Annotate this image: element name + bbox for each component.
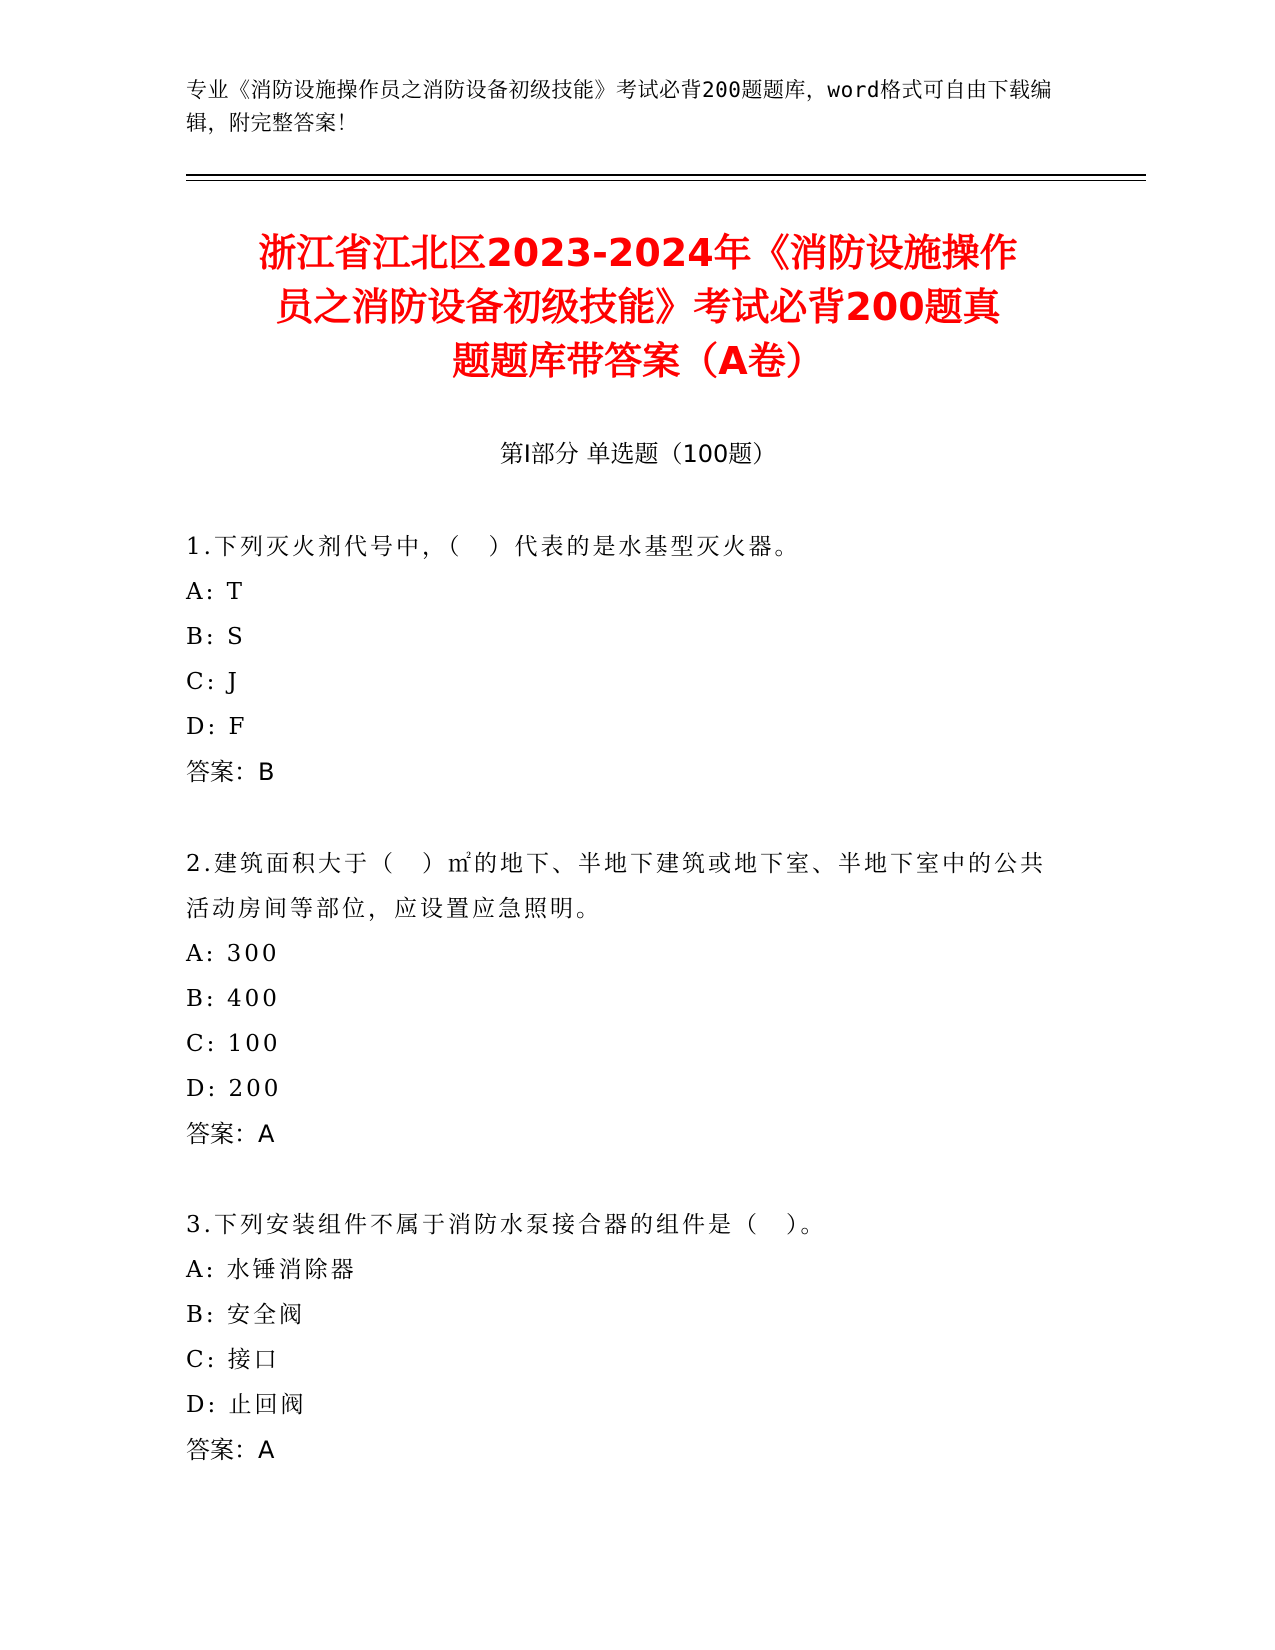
section-heading: 第I部分 单选题（100题） <box>499 440 777 468</box>
answer-label: 答案：B <box>186 758 275 786</box>
option-d: D: 止回阀 <box>186 1392 307 1418</box>
question-stem: 3.下列安装组件不属于消防水泵接合器的组件是（ ）。 <box>186 1212 827 1238</box>
document-title-line-2: 员之消防设备初级技能》考试必背200题真 <box>275 285 1001 329</box>
question-2 <box>186 842 1066 1157</box>
option-c: C: 接口 <box>186 1347 280 1373</box>
header-divider-thick <box>186 174 1146 176</box>
document-title-line-1: 浙江省江北区2023-2024年《消防设施操作 <box>258 231 1018 275</box>
header-note: 专业《消防设施操作员之消防设备初级技能》考试必背200题题库，word格式可自由下载编辑，附完整答案！ <box>186 78 1052 135</box>
option-c: C: 100 <box>186 1031 281 1057</box>
option-a: A: T <box>186 579 246 605</box>
option-b: B: 安全阀 <box>186 1302 305 1328</box>
question-stem: 1.下列灭火剂代号中，（ ）代表的是水基型灭火器。 <box>186 534 801 560</box>
question-stem: 2.建筑面积大于（ ）㎡的地下、半地下建筑或地下室、半地下室中的公共活动房间等部位，应设置应急照明。 <box>186 851 1046 922</box>
question-1 <box>186 525 1066 795</box>
answer-label: 答案：A <box>186 1120 275 1148</box>
document-title-line-3: 题题库带答案（A卷） <box>452 339 824 383</box>
header-divider-thin <box>186 180 1146 181</box>
option-b: B: 400 <box>186 986 280 1012</box>
option-a: A: 300 <box>186 941 280 967</box>
question-3 <box>186 1203 1066 1473</box>
option-a: A: 水锤消除器 <box>186 1257 357 1283</box>
option-d: D: F <box>186 714 248 740</box>
option-b: B: S <box>186 624 246 650</box>
answer-label: 答案：A <box>186 1436 275 1464</box>
option-d: D: 200 <box>186 1076 282 1102</box>
option-c: C: J <box>186 669 240 695</box>
document-title <box>186 226 1090 388</box>
